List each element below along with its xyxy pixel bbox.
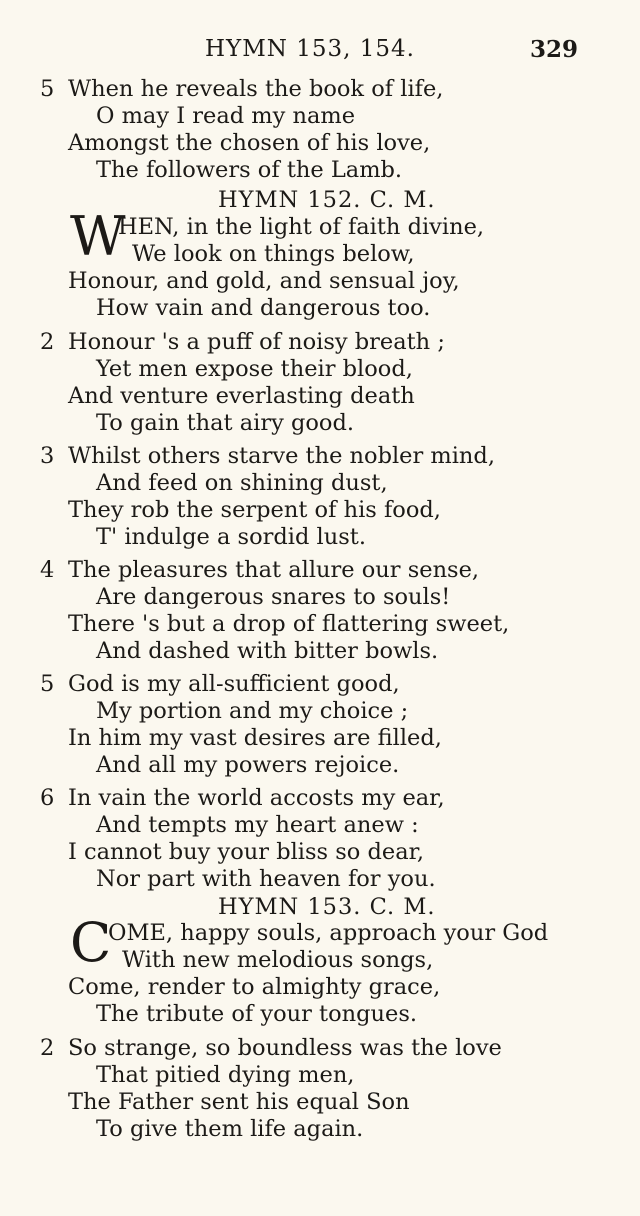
running-title: HYMN 153, 154. <box>205 36 415 62</box>
drop-cap: W <box>70 205 126 268</box>
verse-line: Yet men expose their blood, <box>96 356 413 382</box>
hymn-title: HYMN 152. C. M. <box>218 187 436 213</box>
verse-line: O may I read my name <box>96 103 356 129</box>
verse-line: To gain that airy good. <box>96 410 355 436</box>
verse-line: To give them life again. <box>96 1116 364 1142</box>
verse-line: How vain and dangerous too. <box>96 295 431 321</box>
stanza-number: 6 <box>40 785 55 811</box>
stanza-number: 4 <box>40 557 55 583</box>
verse-line: In vain the world accosts my ear, <box>68 785 445 811</box>
verse-line: With new melodious songs, <box>122 947 434 973</box>
verse-line: God is my all-sufficient good, <box>68 671 400 697</box>
verse-line: When he reveals the book of life, <box>68 76 444 102</box>
verse-line: The pleasures that allure our sense, <box>68 557 480 583</box>
verse-line: Come, render to almighty grace, <box>68 974 441 1000</box>
verse-line: In him my vast desires are filled, <box>68 725 442 751</box>
verse-line: Nor part with heaven for you. <box>96 866 436 892</box>
verse-line: Whilst others starve the nobler mind, <box>68 443 495 469</box>
verse-line: And venture everlasting death <box>68 383 415 409</box>
verse-line: The Father sent his equal Son <box>68 1089 410 1115</box>
stanza-number: 5 <box>40 76 55 102</box>
verse-line: My portion and my choice ; <box>96 698 409 724</box>
verse-line: HEN, in the light of faith divine, <box>118 214 485 240</box>
verse-line: We look on things below, <box>132 241 415 267</box>
stanza-number: 2 <box>40 329 55 355</box>
stanza-number: 2 <box>40 1035 55 1061</box>
stanza-number: 5 <box>40 671 55 697</box>
verse-line: So strange, so boundless was the love <box>68 1035 502 1061</box>
verse-line: Are dangerous snares to souls! <box>96 584 451 610</box>
verse-line: And all my powers rejoice. <box>96 752 400 778</box>
verse-line: They rob the serpent of his food, <box>68 497 441 523</box>
verse-line: I cannot buy your bliss so dear, <box>68 839 425 865</box>
page-number: 329 <box>530 36 579 63</box>
verse-line: OME, happy souls, approach your God <box>108 920 549 946</box>
verse-line: Amongst the chosen of his love, <box>68 130 431 156</box>
verse-line: T' indulge a sordid lust. <box>96 524 366 550</box>
page-header <box>0 36 640 66</box>
verse-line: And dashed with bitter bowls. <box>96 638 439 664</box>
verse-line: The tribute of your tongues. <box>96 1001 418 1027</box>
stanza-number: 3 <box>40 443 55 469</box>
verse-line: Honour, and gold, and sensual joy, <box>68 268 460 294</box>
hymn-title: HYMN 153. C. M. <box>218 894 436 920</box>
verse-line: The followers of the Lamb. <box>96 157 403 183</box>
verse-line: That pitied dying men, <box>96 1062 355 1088</box>
verse-line: There 's but a drop of flattering sweet, <box>68 611 510 637</box>
verse-line: And tempts my heart anew : <box>96 812 419 838</box>
verse-line: And feed on shining dust, <box>96 470 388 496</box>
drop-cap: C <box>70 911 112 974</box>
verse-line: Honour 's a puff of noisy breath ; <box>68 329 445 355</box>
